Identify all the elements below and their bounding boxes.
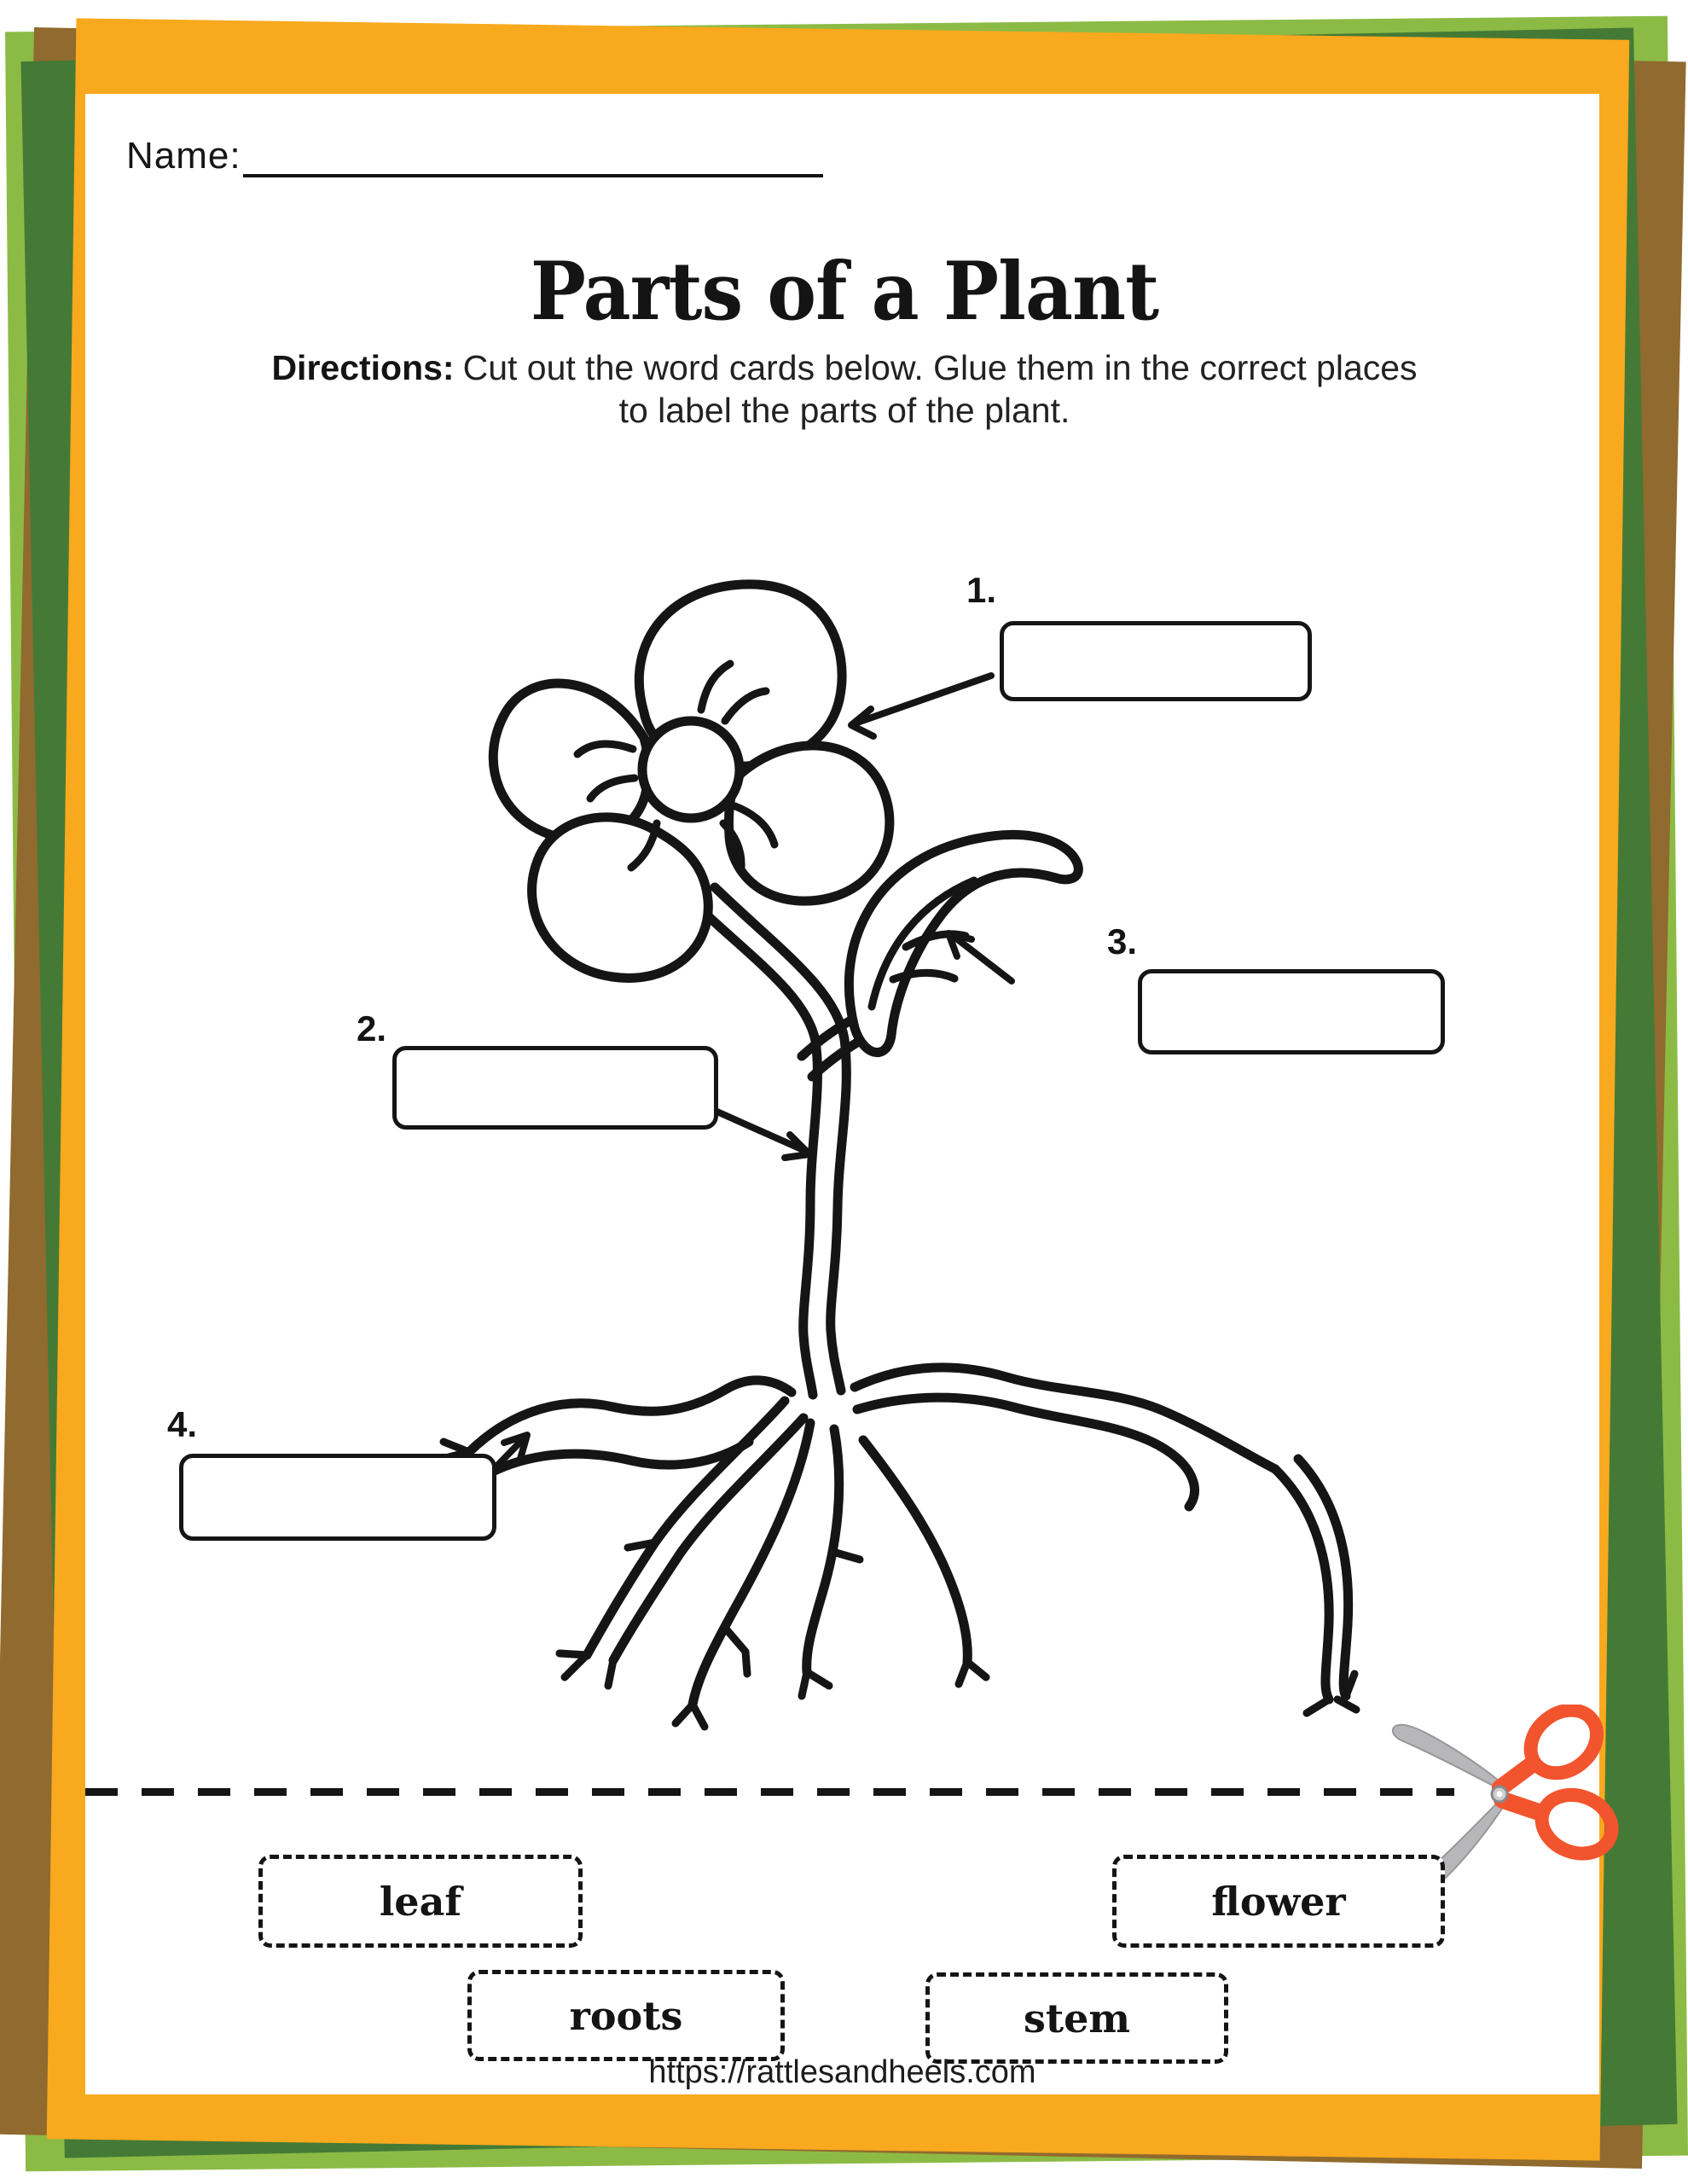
word-card-flower-label: flower — [1211, 1878, 1346, 1925]
label-number-1: 1. — [966, 570, 997, 610]
answer-box-2[interactable] — [392, 1046, 718, 1130]
label-number-4: 4. — [167, 1404, 198, 1444]
label-number-2: 2. — [357, 1008, 387, 1048]
word-card-flower[interactable] — [1112, 1855, 1445, 1948]
directions-rest: Cut out the word cards below. Glue them in the correct places — [462, 348, 1418, 387]
answer-box-1[interactable] — [1000, 621, 1312, 701]
page-title: Parts of a Plant — [530, 245, 1159, 339]
flower-drawing — [493, 584, 890, 979]
dashed-cut-line — [85, 1788, 1454, 1796]
plant-illustration — [213, 546, 1493, 1783]
word-card-leaf-label: leaf — [379, 1878, 462, 1925]
name-fill-in-line[interactable] — [243, 174, 823, 177]
name-label: Name: — [126, 135, 241, 177]
directions-line2: to label the parts of the plant. — [618, 391, 1070, 430]
footer-url: https://rattlesandheels.com — [648, 2054, 1036, 2090]
answer-box-3[interactable] — [1138, 969, 1445, 1054]
word-card-roots-label: roots — [569, 1992, 683, 2039]
directions-line1 — [205, 346, 1484, 389]
answer-box-4[interactable] — [179, 1454, 496, 1541]
directions-lead: Directions: — [271, 348, 455, 387]
word-card-roots[interactable] — [467, 1970, 785, 2061]
label-number-3: 3. — [1107, 921, 1138, 961]
word-card-stem[interactable] — [925, 1972, 1228, 2064]
word-card-leaf[interactable] — [258, 1855, 583, 1948]
roots-drawing — [442, 1368, 1356, 1727]
directions-text — [205, 346, 1484, 432]
word-card-stem-label: stem — [1023, 1995, 1131, 2042]
